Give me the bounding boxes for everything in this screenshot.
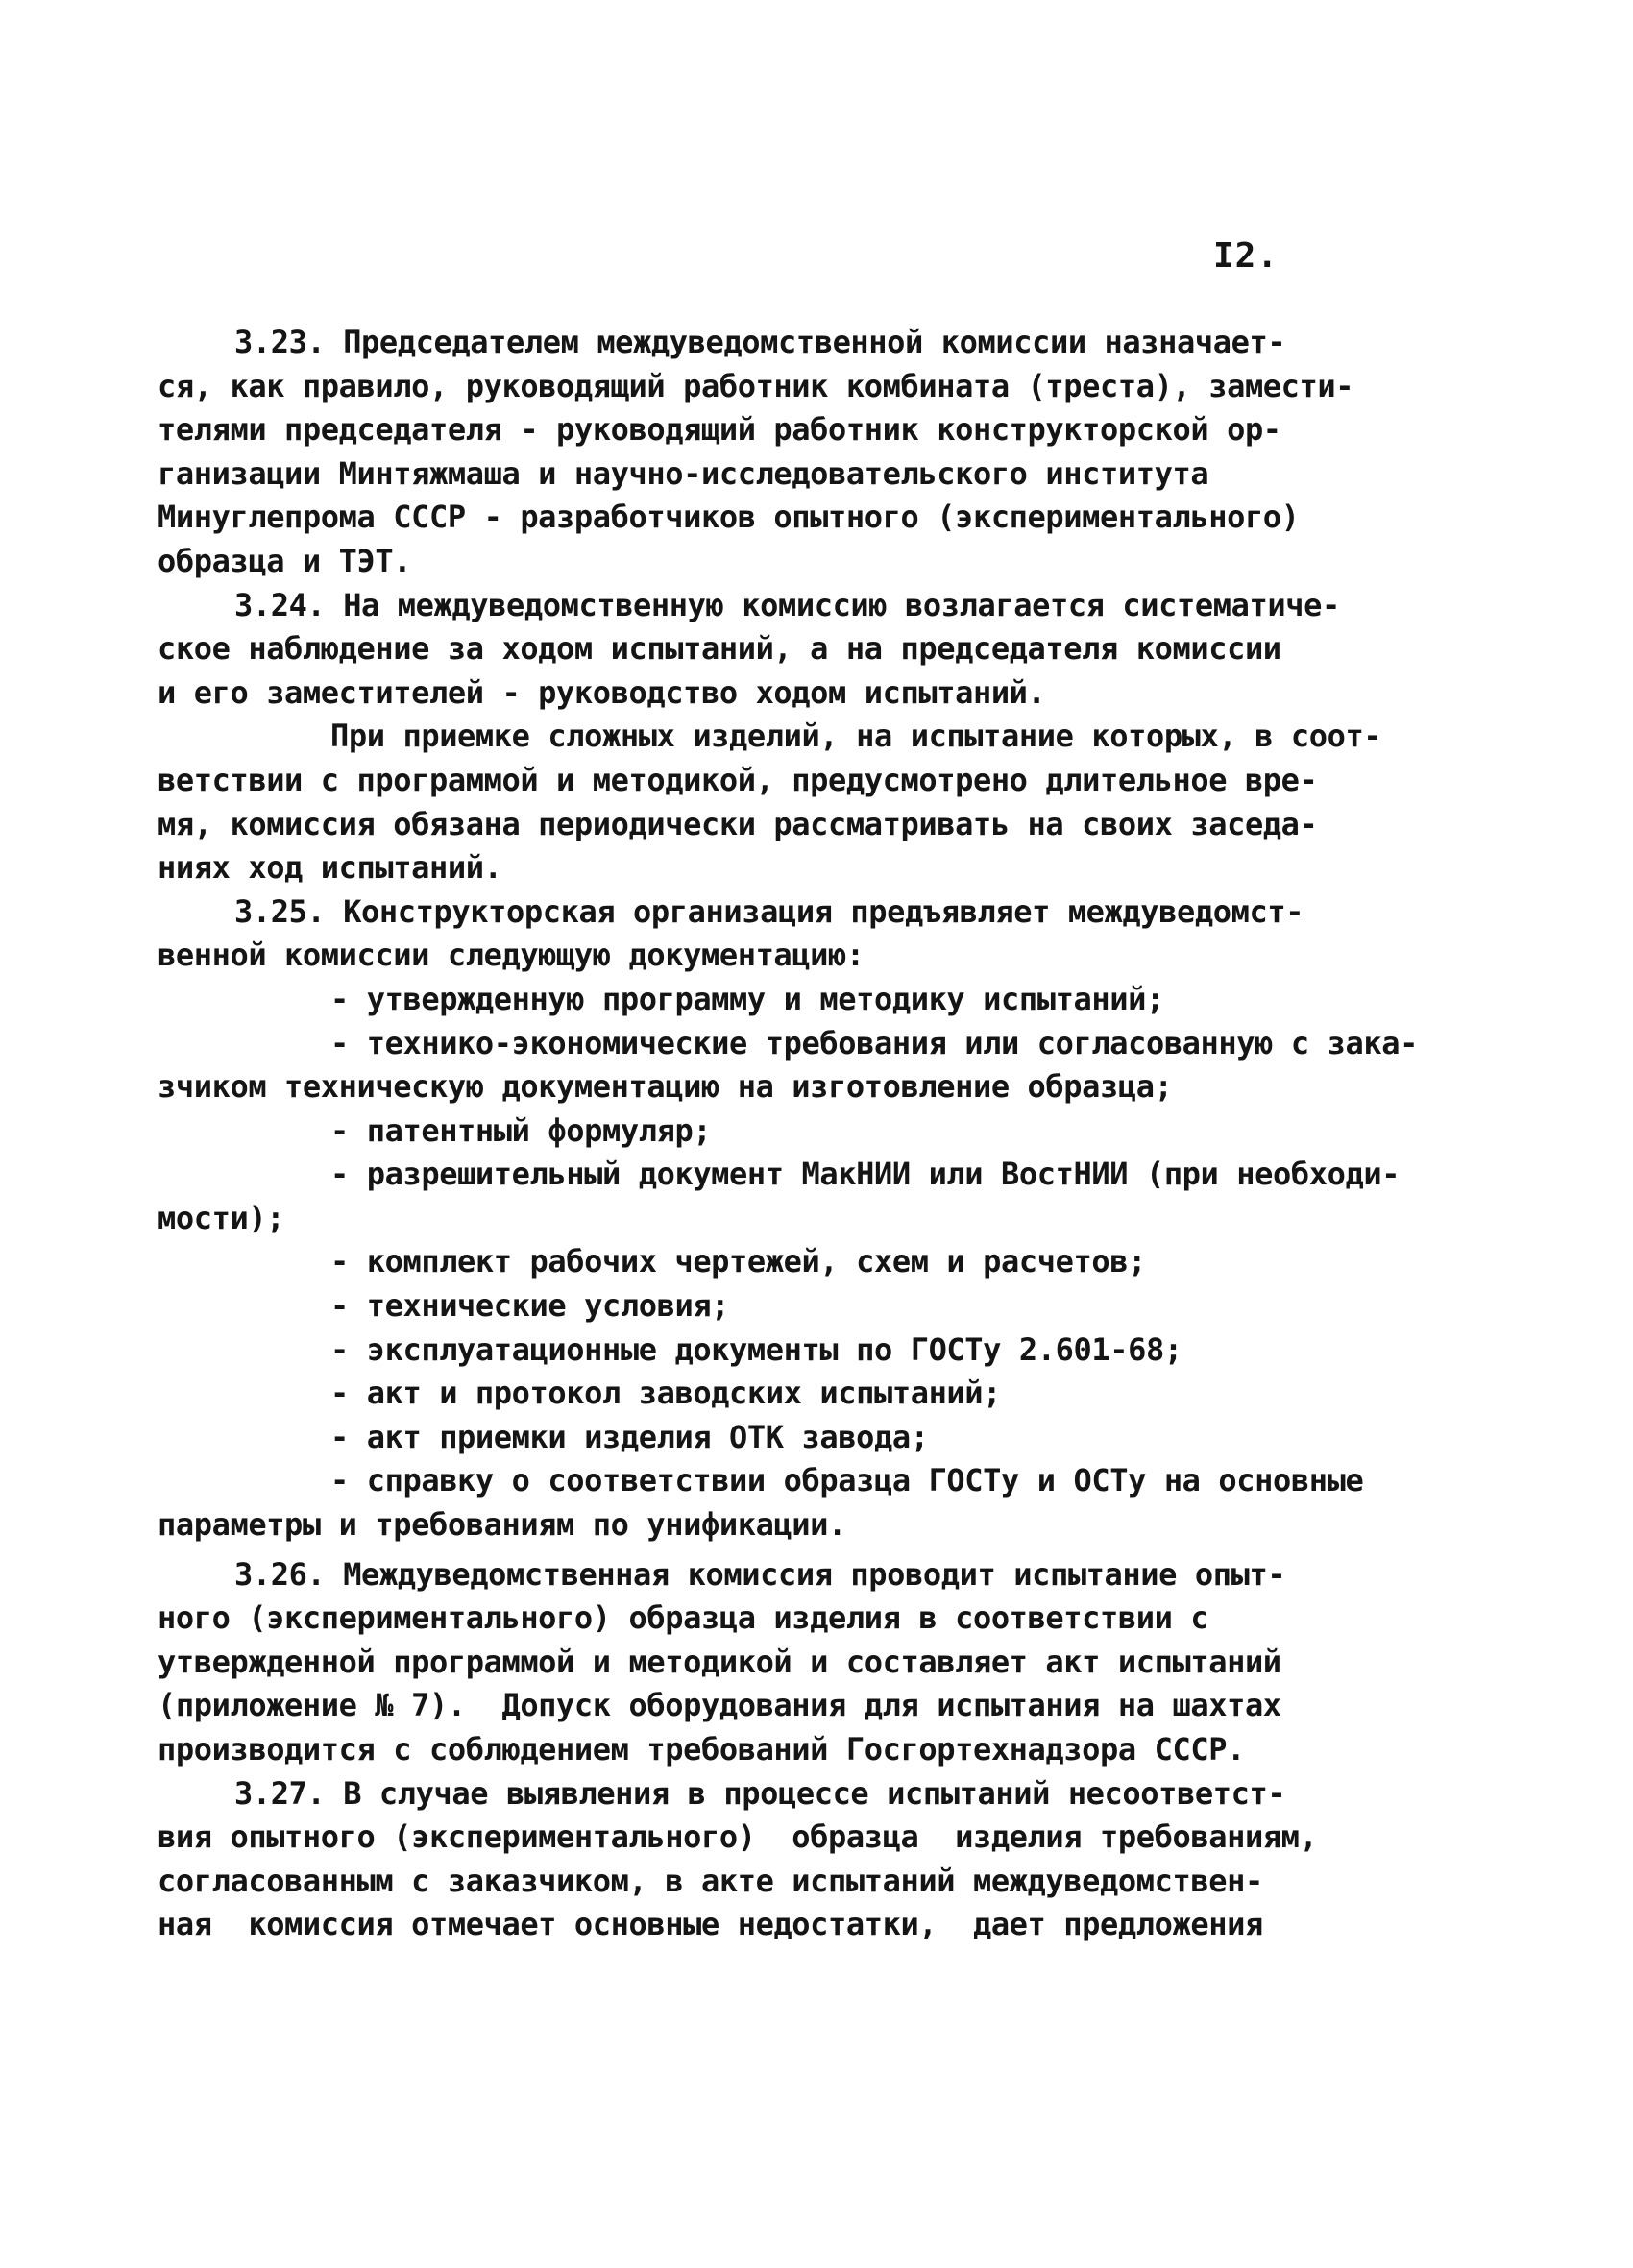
list-item: - разрешительный документ МакНИИ или ВостНИИ (при необходи- — [330, 1156, 1401, 1193]
text-line: мости); — [158, 1199, 285, 1236]
text-line: ного (экспериментального) образца изделия в соответствии с — [158, 1599, 1209, 1637]
text-line: вия опытного (экспериментального) образца изделия требованиям, — [158, 1818, 1318, 1856]
text-line: ское наблюдение за ходом испытаний, а на председателя комиссии — [158, 630, 1281, 668]
text-line: мя, комиссия обязана периодически рассматривать на своих заседа- — [158, 805, 1318, 842]
list-item: - эксплуатационные документы по ГОСТу 2.601-68; — [330, 1330, 1182, 1368]
text-line: согласованным с заказчиком, в акте испытаний междуведомствен- — [158, 1862, 1263, 1899]
text-line: 3.26. Междуведомственная комиссия проводит испытание опыт- — [234, 1555, 1286, 1593]
list-item: - технико-экономические требования или согласованную с зака- — [330, 1024, 1418, 1061]
text-line: ганизации Минтяжмаша и научно-исследовательского института — [158, 454, 1209, 492]
text-line: образца и ТЭТ. — [158, 542, 412, 579]
text-line: (приложение № 7). Допуск оборудования для испытания на шахтах — [158, 1687, 1281, 1724]
list-item: - акт приемки изделия ОТК завода; — [330, 1418, 929, 1455]
text-line: При приемке сложных изделий, на испытание которых, в соот- — [330, 718, 1382, 755]
text-line: 3.23. Председателем междуведомственной комиссии назначает- — [234, 324, 1286, 360]
page-number: I2. — [1213, 236, 1280, 276]
text-line: ная комиссия отмечает основные недостатки, дает предложения — [158, 1906, 1263, 1943]
text-line: и его заместителей - руководство ходом испытаний. — [158, 673, 1046, 711]
text-line: венной комиссии следующую документацию: — [158, 937, 865, 974]
text-line: 3.24. На междуведомственную комиссию возлагается систематиче- — [234, 586, 1340, 623]
text-line: ветствии с программой и методикой, предусмотрено длительное вре- — [158, 761, 1318, 798]
list-item: - комплект рабочих чертежей, схем и расчетов; — [330, 1243, 1146, 1280]
text-line: Минуглепрома СССР - разработчиков опытного (экспериментального) — [158, 499, 1300, 536]
list-item: - патентный формуляр; — [330, 1111, 712, 1149]
list-item: - технические условия; — [330, 1287, 730, 1325]
text-line: производится с соблюдением требований Госгортехнадзора СССР. — [158, 1731, 1245, 1768]
list-item: - утвержденную программу и методику испытаний; — [330, 980, 1164, 1017]
text-line: ся, как правило, руководящий работник комбината (треста), замести- — [158, 367, 1354, 404]
text-line: телями председателя - руководящий работник конструкторской ор- — [158, 411, 1281, 449]
text-line: параметры и требованиям по унификации. — [158, 1506, 846, 1544]
list-item: - акт и протокол заводских испытаний; — [330, 1375, 1002, 1412]
text-line: ниях ход испытаний. — [158, 849, 502, 887]
body-text — [158, 321, 1464, 1947]
list-item: - справку о соответствии образца ГОСТу и ОСТу на основные — [330, 1462, 1364, 1500]
text-line: 3.27. В случае выявления в процессе испытаний несоответст- — [234, 1774, 1286, 1812]
text-line: 3.25. Конструкторская организация предъявляет междуведомст- — [234, 892, 1304, 930]
text-line: утвержденной программой и методикой и составляет акт испытаний — [158, 1643, 1281, 1680]
text-line: зчиком техническую документацию на изготовление образца; — [158, 1068, 1173, 1106]
